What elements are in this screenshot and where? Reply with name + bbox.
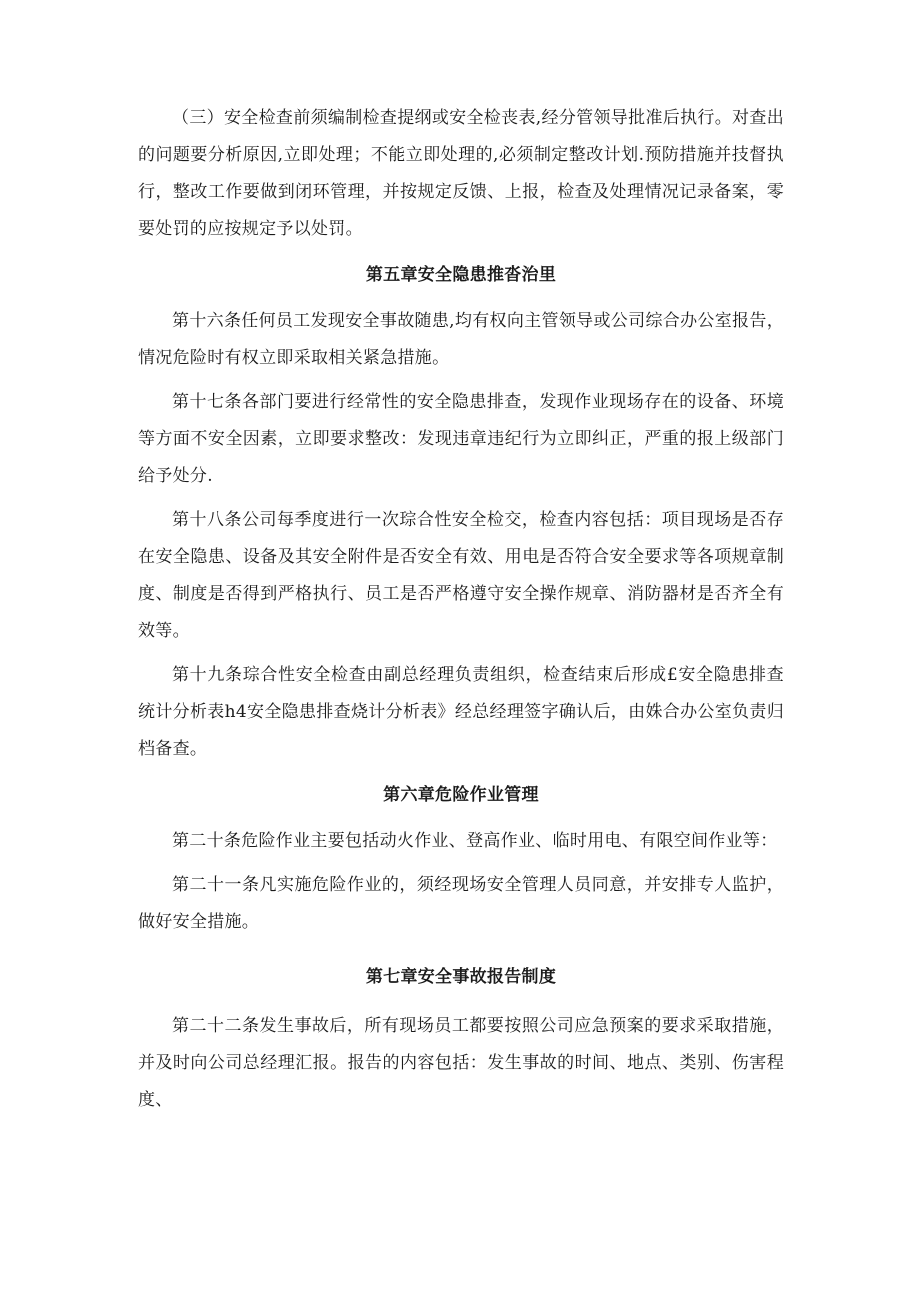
chapter-5-heading: 第五章安全隐患推沓治里	[365, 265, 557, 285]
article-17-paragraph: 第十七条各部门要进行经常性的安全隐患排查，发现作业现场存在的设备、环境等方面不安全因素，立即要求整改：发现违章违纪行为立即纠正，严重的报上级部门给予处分.	[138, 392, 784, 486]
article-18-paragraph: 第十八条公司每季度进行一次琮合性安全检交，检查内容包括：项目现场是否存在安全隐患、设备及其安全附件是否安全有效、用电是否符合安全要求等各项规章制度、制度是否得到严格执行、员工是否严格遵守安全操作规章、消防器材是否齐全有效等。	[138, 510, 784, 641]
document-body	[138, 100, 784, 1126]
chapter-7-heading: 第七章安全事故报告制度	[365, 967, 557, 987]
chapter-6-heading: 第六章危险作业管理	[383, 785, 539, 805]
article-20-paragraph: 第二十条危险作业主要包括动火作业、登高作业、临时用电、有限空间作业等：	[172, 831, 778, 851]
article-19-paragraph: 第十九条琮合性安全检查由副总经理负责组织，检查结束后形成£安全隐患排查统计分析表h4安全隐患排查烧计分析表》经总经理签字确认后，由姝合办公室负责归档备查。	[138, 665, 784, 759]
article-21-paragraph: 第二十一条凡实施危险作业的，须经现场安全管理人员同意，并安排专人监护，做好安全措施。	[138, 875, 784, 932]
article-22-paragraph: 第二十二条发生事故后，所有现场员工都要按照公司应急预案的要求采取措施，并及时向公司总经理汇报。报告的内容包括：发生事故的时间、地点、类别、伤害程度、	[138, 1016, 784, 1110]
paragraph-inspection-outline: （三）安全检查前须编制检查提纲或安全检丧表,经分管领导批准后执行。对查出的问题要分析原因,立即处理；不能立即处理的,必须制定整改计划.预防措施并技督执行，整改工作要做到闭环管理，并按规定反馈、上报，检查及处理情况记录备案，零要处罚的应按规定予以处罚。	[138, 108, 784, 239]
article-16-paragraph: 第十六条任何员工发现安全事故随患,均有权向主管领导或公司综合办公室报告，情况危险时有权立即采取相关紧急措施。	[138, 311, 784, 368]
